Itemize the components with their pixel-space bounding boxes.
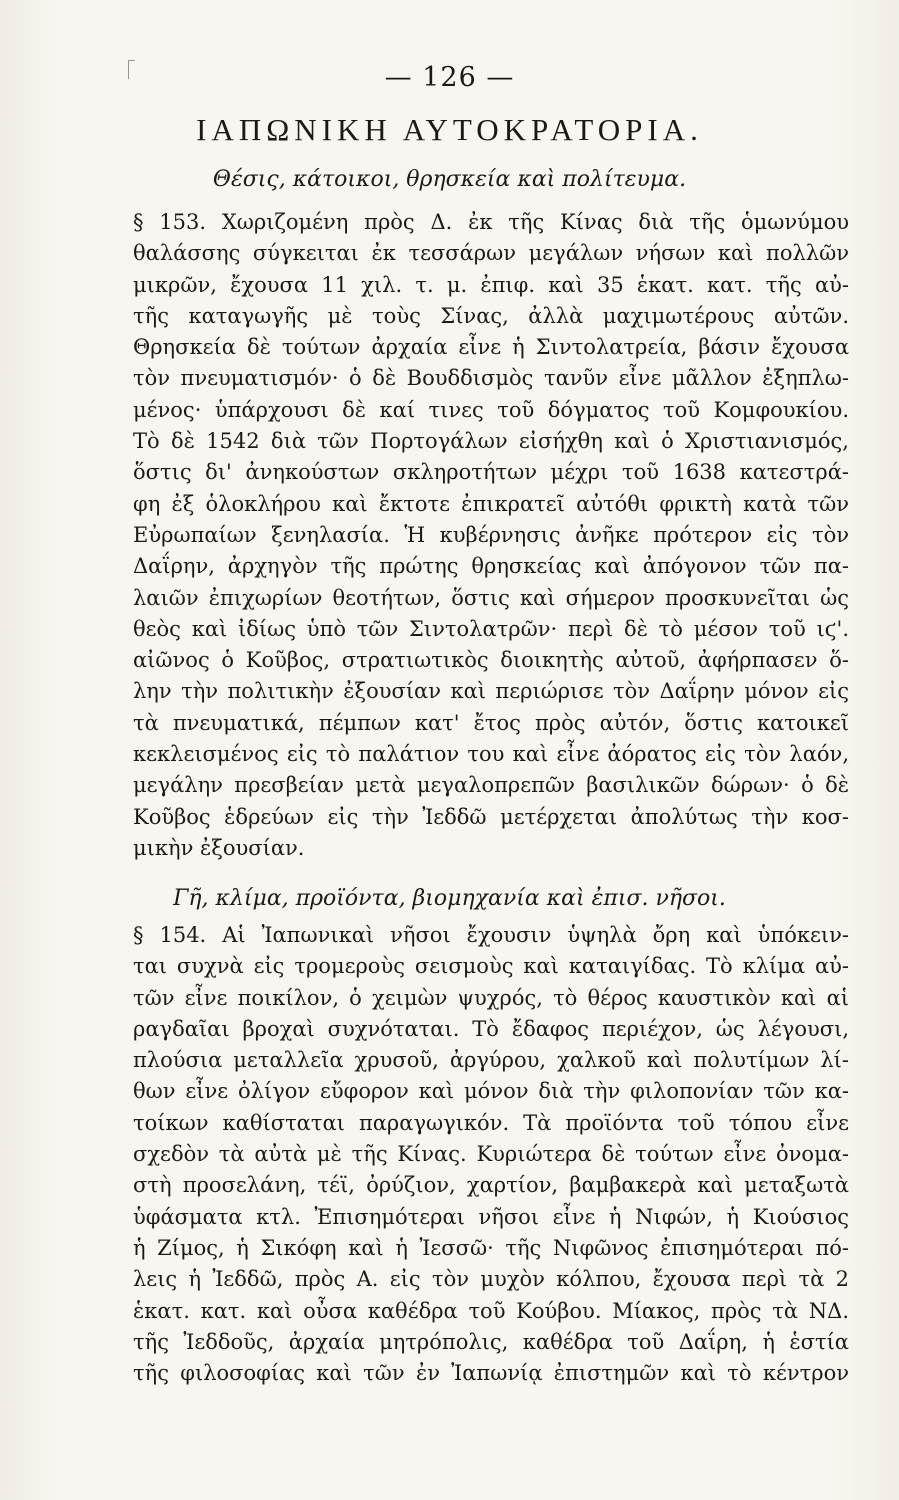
text-line: ραγδαῖαι βροχαὶ συχνόταται. Τὸ ἔδαφος περιέχον, ὡς λέγουσι, [133, 1016, 849, 1041]
text-line: τὰ πνευματικά, πέμπων κατ' ἔτος πρὸς αὐτόν, ὅστις κατοικεῖ [133, 710, 849, 735]
text-line: κεκλεισμένος εἰς τὸ παλάτιον του καὶ εἶνε ἀόρατος εἰς τὸν λαόν, [133, 742, 849, 767]
text-line: § 154. Αἱ Ἰαπωνικαὶ νῆσοι ἔχουσιν ὑψηλὰ ὄρη καὶ ὑπόκειν- [133, 923, 849, 947]
text-line: θεὸς καὶ ἰδίως ὑπὸ τῶν Σιντολατρῶν· περὶ δὲ τὸ μέσον τοῦ ιϛ'. [133, 616, 849, 641]
section-heading-1: Θέσις, κάτοικοι, θρησκεία καὶ πολίτευμα. [212, 167, 687, 192]
text-line: τῆς Ἰεδδοῦς, ἀρχαία μητρόπολις, καθέδρα τοῦ Δαΐρη, ἡ ἑστία [133, 1329, 849, 1354]
text-line: ὅστις δι' ἀνηκούστων σκληροτήτων μέχρι τοῦ 1638 κατεστρά- [133, 460, 849, 485]
text-line: τῶν εἶνε ποικίλον, ὁ χειμὼν ψυχρός, τὸ θέρος καυστικὸν καὶ αἱ [133, 985, 849, 1010]
text-line: Κοῦβος ἑδρεύων εἰς τὴν Ἰεδδῶ μετέρχεται ἀπολύτως τὴν κοσ- [133, 804, 849, 829]
text-line: τῆς φιλοσοφίας καὶ τῶν ἐν Ἰαπωνίᾳ ἐπιστημῶν καὶ τὸ κέντρον [133, 1361, 849, 1386]
section-heading-2: Γῆ, κλίμα, προϊόντα, βιομηχανία καὶ ἐπισ. νῆσοι. [173, 886, 726, 911]
text-line: θαλάσσης σύγκειται ἐκ τεσσάρων μεγάλων νήσων καὶ πολλῶν [133, 241, 849, 266]
text-line: Εὐρωπαίων ξενηλασία. Ἡ κυβέρνησις ἀνῆκε πρότερον εἰς τὸν [133, 522, 849, 547]
text-line: στὴ προσελάνη, τέϊ, ὀρύζιον, χαρτίον, βαμβακερὰ καὶ μεταξωτὰ [133, 1173, 849, 1198]
text-line: μικὴν ἐξουσίαν. [133, 835, 305, 860]
text-line: τὸν πνευματισμόν· ὁ δὲ Βουδδισμὸς τανῦν εἶνε μᾶλλον ἐξηπλω- [133, 366, 849, 391]
text-line: ἡ Ζίμος, ἡ Σικόφη καὶ ἡ Ἰεσσῶ· τῆς Νιφῶνος ἐπισημότεραι πό- [133, 1235, 849, 1260]
text-line: λην τὴν πολιτικὴν ἐξουσίαν καὶ περιώρισε τὸν Δαΐρην μόνον εἰς [133, 679, 849, 704]
text-line: τῆς καταγωγῆς μὲ τοὺς Σίνας, ἀλλὰ μαχιμωτέρους αὐτῶν. [133, 303, 849, 328]
section-body-2 [133, 920, 849, 1389]
text-line: ἑκατ. κατ. καὶ οὖσα καθέδρα τοῦ Κούβου. Μίακος, πρὸς τὰ ΝΔ. [133, 1298, 849, 1323]
text-line: Δαΐρην, ἀρχηγὸν τῆς πρώτης θρησκείας καὶ ἀπόγονον τῶν πα- [133, 554, 849, 579]
section-body-1 [133, 207, 849, 864]
text-line: μένος· ὑπάρχουσι δὲ καί τινες τοῦ δόγματος τοῦ Κομφουκίου. [133, 397, 849, 422]
text-line: Τὸ δὲ 1542 διὰ τῶν Πορτογάλων εἰσήχθη καὶ ὁ Χριστιανισμός, [133, 429, 849, 454]
text-line: λεις ἡ Ἰεδδῶ, πρὸς Α. εἰς τὸν μυχὸν κόλπου, ἔχουσα περὶ τὰ 2 [133, 1267, 849, 1292]
text-line: § 153. Χωριζομένη πρὸς Δ. ἐκ τῆς Κίνας διὰ τῆς ὁμωνύμου [133, 210, 849, 234]
text-line: αἰῶνος ὁ Κοῦβος, στρατιωτικὸς διοικητὴς αὐτοῦ, ἀφήρπασεν ὅ- [133, 648, 849, 673]
page-number: — 126 — [384, 62, 515, 93]
text-line: Θρησκεία δὲ τούτων ἀρχαία εἶνε ἡ Σιντολατρεία, βάσιν ἔχουσα [133, 335, 849, 360]
text-line: ται συχνὰ εἰς τρομεροὺς σεισμοὺς καὶ καταιγίδας. Τὸ κλίμα αὐ- [133, 954, 849, 979]
text-line: θων εἶνε ὀλίγον εὔφορον καὶ μόνον διὰ τὴν φιλοπονίαν τῶν κα- [133, 1079, 849, 1104]
chapter-title: ΙΑΠΩΝΙΚΗ ΑΥΤΟΚΡΑΤΟΡΙΑ. [196, 112, 703, 147]
text-line: φη ἐξ ὁλοκλήρου καὶ ἔκτοτε ἐπικρατεῖ αὐτόθι φρικτὴ κατὰ τῶν [133, 491, 849, 516]
text-line: τοίκων καθίσταται παραγωγικόν. Τὰ προϊόντα τοῦ τόπου εἶνε [133, 1110, 849, 1135]
text-line: μικρῶν, ἔχουσα 11 χιλ. τ. μ. ἐπιφ. καὶ 35 ἑκατ. κατ. τῆς αὐ- [133, 272, 849, 297]
text-line: ὑφάσματα κτλ. Ἐπισημότεραι νῆσοι εἶνε ἡ Νιφών, ἡ Κιούσιος [133, 1204, 849, 1229]
text-line: πλούσια μεταλλεῖα χρυσοῦ, ἀργύρου, χαλκοῦ καὶ πολυτίμων λί- [133, 1048, 849, 1073]
text-line: λαιῶν ἐπιχωρίων θεοτήτων, ὅστις καὶ σήμερον προσκυνεῖται ὡς [133, 585, 849, 610]
text-line: σχεδὸν τὰ αὐτὰ μὲ τῆς Κίνας. Κυριώτερα δὲ τούτων εἶνε ὀνομα- [133, 1142, 849, 1167]
text-line: μεγάλην πρεσβείαν μετὰ μεγαλοπρεπῶν βασιλικῶν δώρων· ὁ δὲ [133, 773, 849, 798]
